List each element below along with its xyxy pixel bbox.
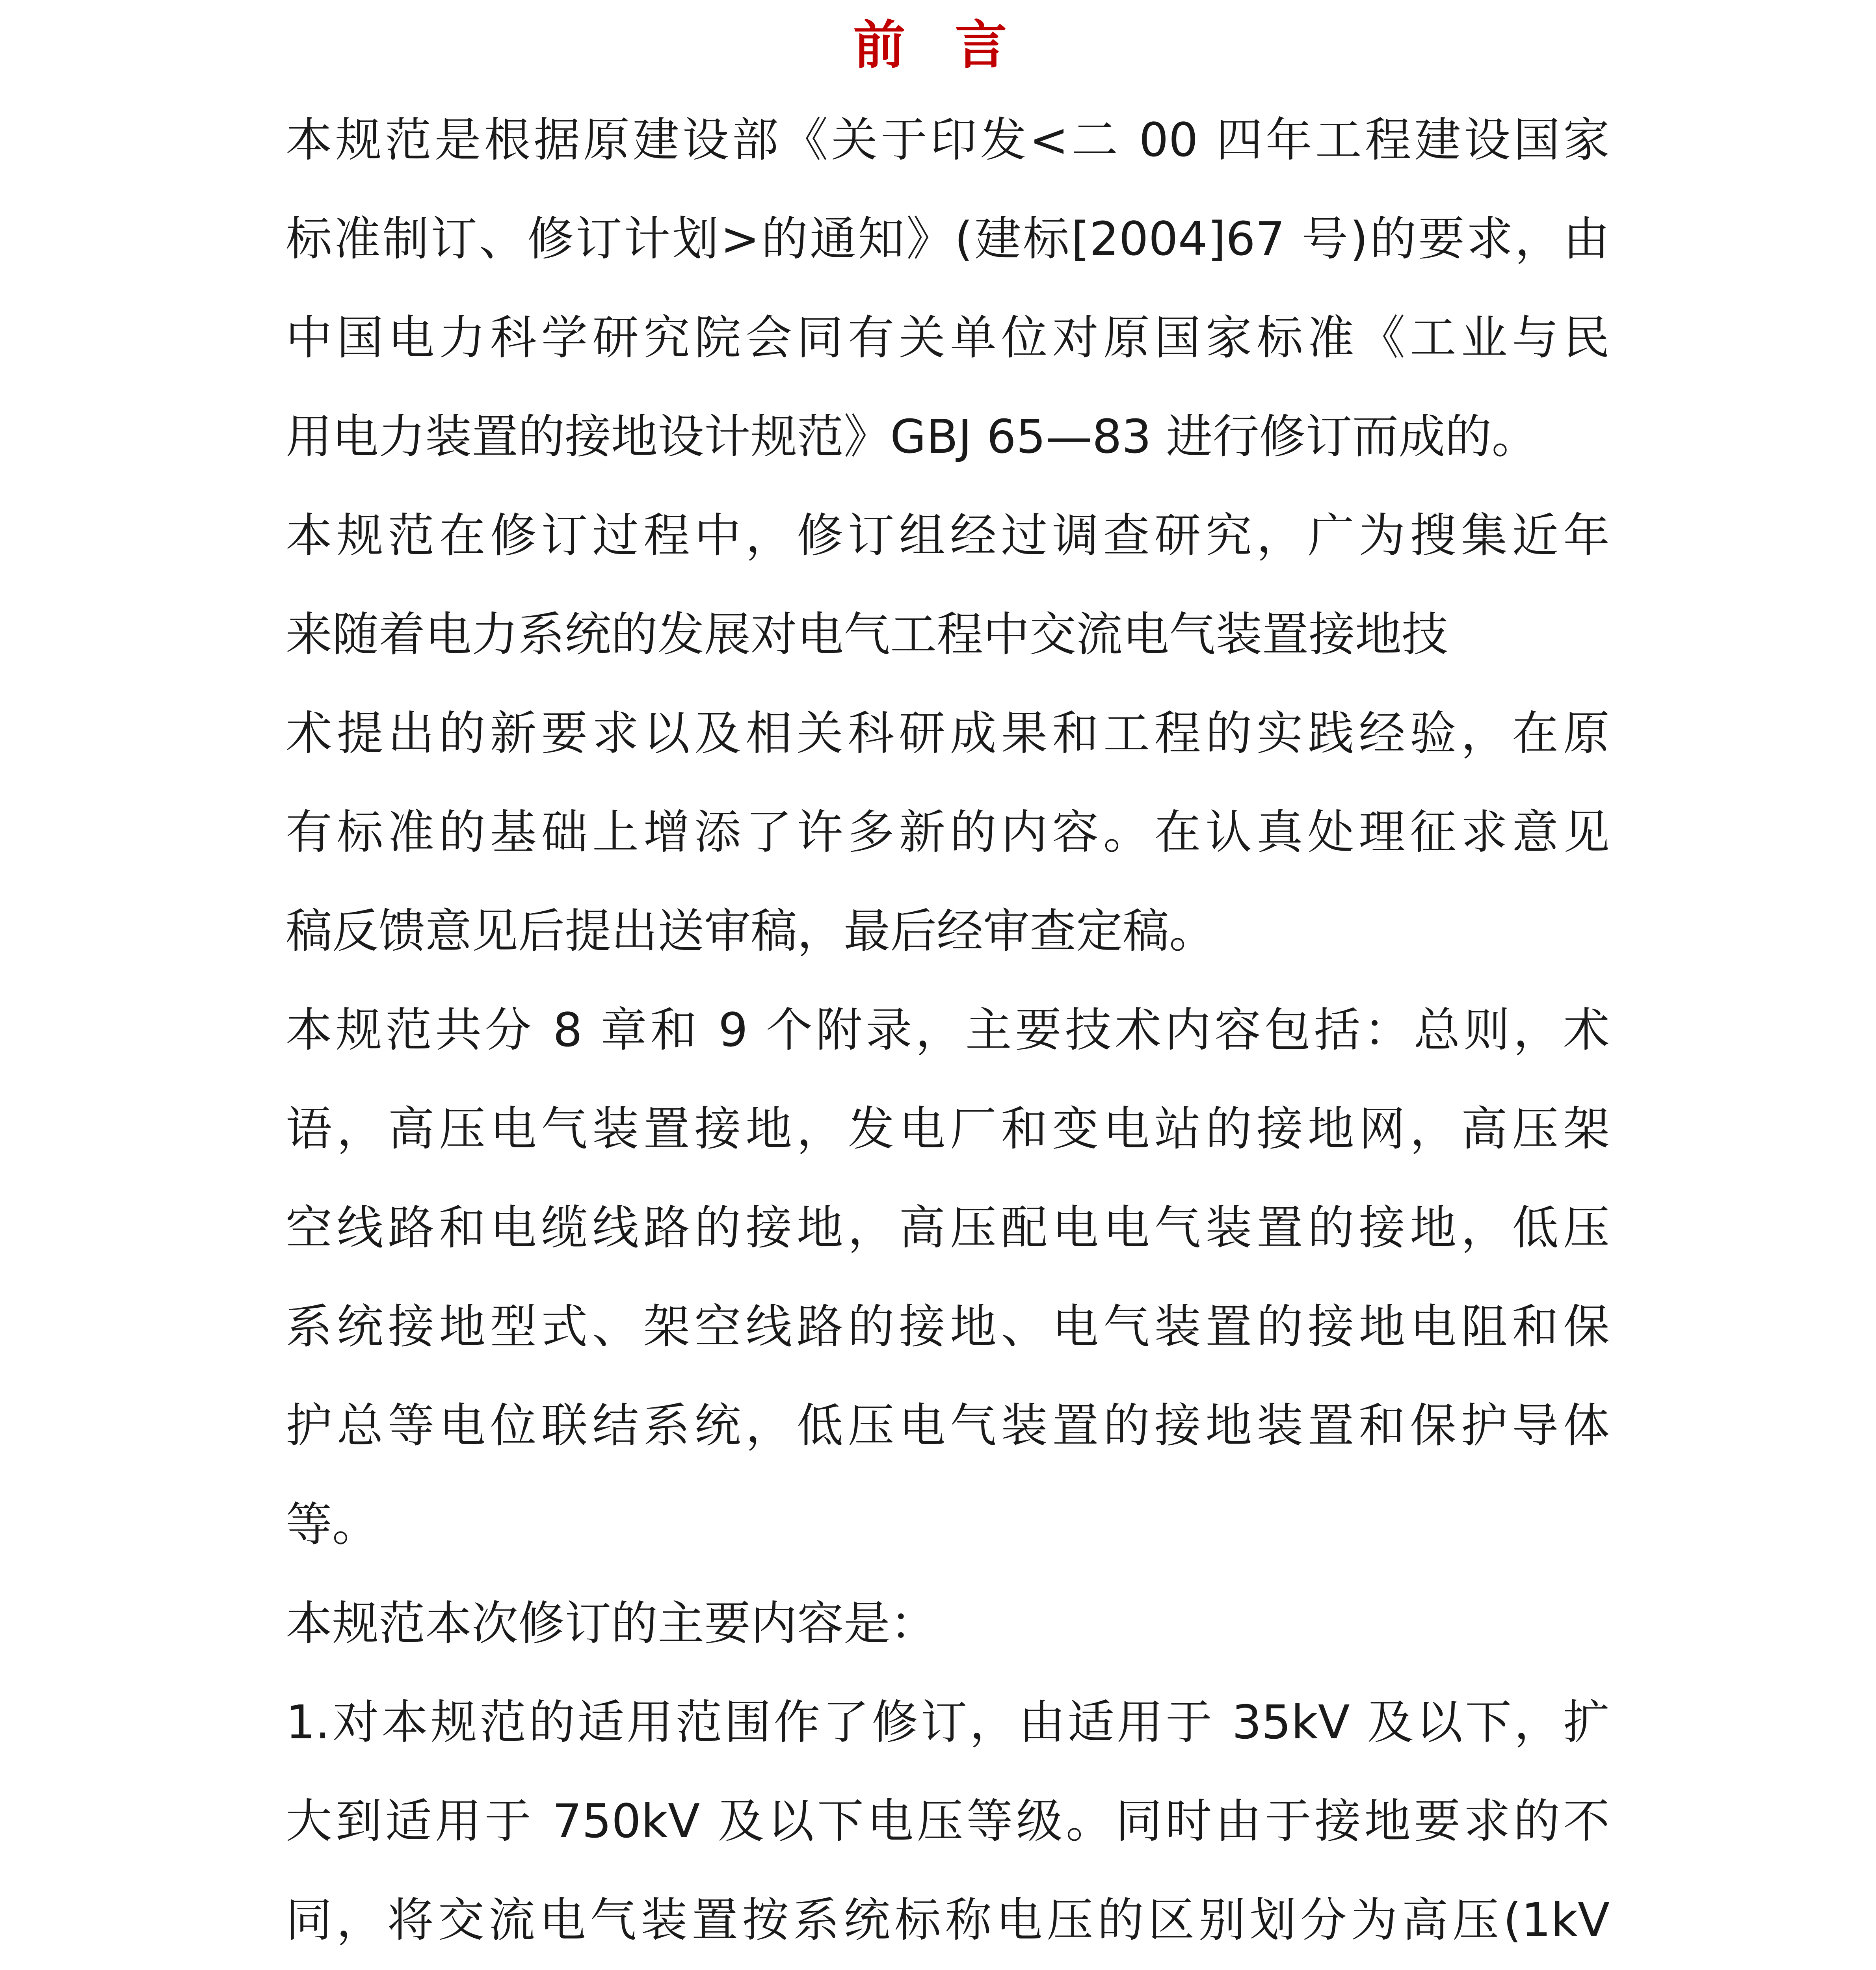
text-line: 1.对本规范的适用范围作了修订，由适用于 35kV 及以下，扩 bbox=[286, 1695, 1610, 1749]
text-line: 护总等电位联结系统，低压电气装置的接地装置和保护导体 bbox=[286, 1398, 1610, 1453]
text-line: 来随着电力系统的发展对电气工程中交流电气装置接地技 bbox=[286, 607, 1448, 662]
text-line: 同，将交流电气装置按系统标称电压的区别划分为高压(1kV bbox=[286, 1893, 1610, 1947]
text-line: 本规范在修订过程中，修订组经过调查研究，广为搜集近年 bbox=[286, 508, 1610, 563]
text-line: 空线路和电缆线路的接地，高压配电电气装置的接地，低压 bbox=[286, 1201, 1610, 1255]
text-line: 大到适用于 750kV 及以下电压等级。同时由于接地要求的不 bbox=[286, 1794, 1610, 1848]
text-line: 术提出的新要求以及相关科研成果和工程的实践经验，在原 bbox=[286, 706, 1610, 760]
text-line: 用电力装置的接地设计规范》GBJ 65—83 进行修订而成的。 bbox=[286, 409, 1538, 464]
text-line: 本规范是根据原建设部《关于印发<二 00 四年工程建设国家 bbox=[286, 113, 1610, 167]
text-line: 系统接地型式、架空线路的接地、电气装置的接地电阻和保 bbox=[286, 1299, 1610, 1354]
body-text bbox=[286, 91, 1610, 1970]
text-line: 本规范共分 8 章和 9 个附录，主要技术内容包括：总则，术 bbox=[286, 1003, 1610, 1057]
text-line: 本规范本次修订的主要内容是： bbox=[286, 1596, 937, 1650]
text-line: 标准制订、修订计划>的通知》(建标[2004]67 号)的要求，由 bbox=[286, 212, 1610, 266]
text-line: 有标准的基础上增添了许多新的内容。在认真处理征求意见 bbox=[286, 805, 1610, 859]
text-line: 中国电力科学研究院会同有关单位对原国家标准《工业与民 bbox=[286, 310, 1610, 365]
text-line: 等。 bbox=[286, 1497, 379, 1552]
text-line: 稿反馈意见后提出送审稿，最后经审查定稿。 bbox=[286, 904, 1216, 958]
text-line: 语，高压电气装置接地，发电厂和变电站的接地网，高压架 bbox=[286, 1102, 1610, 1156]
page-title: 前 言 bbox=[853, 15, 1023, 76]
